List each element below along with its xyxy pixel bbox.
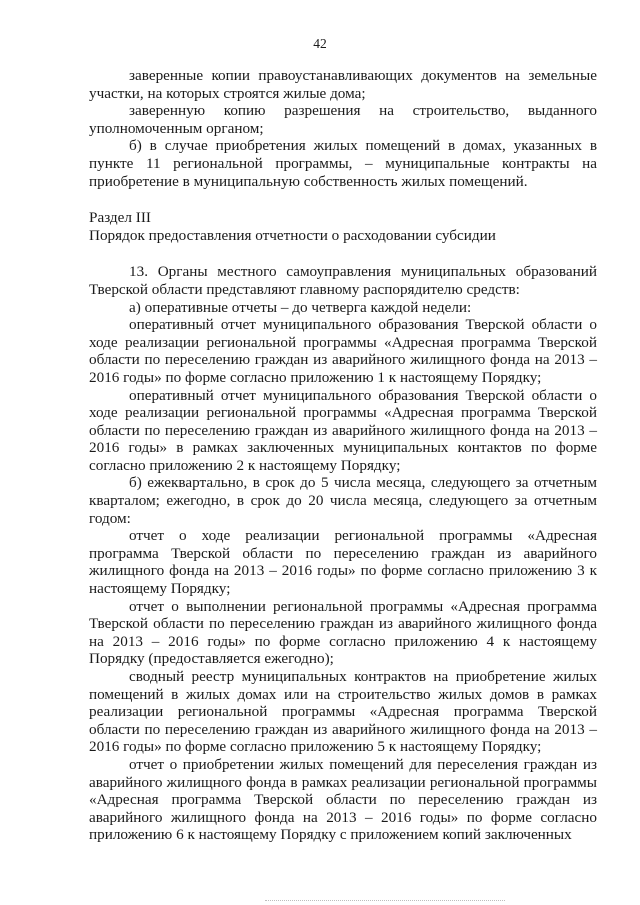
document-body xyxy=(89,67,597,844)
paragraph: оперативный отчет муниципального образования Тверской области о ходе реализации региональной программы «Адресная программа Тверской области по переселению граждан из аварийного жилищного фонда на 2013 –2016 годы» в рамках заключенных муниципальных контактов по форме согласно приложению 2 к настоящему Порядку; xyxy=(89,386,597,474)
section-title: Порядок предоставления отчетности о расходовании субсидии xyxy=(89,226,496,244)
scan-artifact-line xyxy=(265,900,505,903)
paragraph: 13. Органы местного самоуправления муниципальных образований Тверской области представляют главному распорядителю средств: xyxy=(89,263,597,298)
paragraph: отчет о выполнении региональной программы «Адресная программа Тверской области по переселению граждан из аварийного жилищного фонда на 2013 – 2016 годы» по форме согласно приложению 4 к настоящему Порядку (предоставляется ежегодно); xyxy=(89,597,597,668)
paragraph: б) в случае приобретения жилых помещений в домах, указанных в пункте 11 региональной программы, – муниципальные контракты на приобретение в муниципальную собственность жилых помещений. xyxy=(89,137,597,190)
paragraph: заверенные копии правоустанавливающих документов на земельные участки, на которых строятся жилые дома; xyxy=(89,67,597,102)
paragraph: б) ежеквартально, в срок до 5 числа месяца, следующего за отчетным кварталом; ежегодно, в срок до 20 числа месяца, следующего за отчетным годом: xyxy=(89,474,597,527)
paragraph: сводный реестр муниципальных контрактов на приобретение жилых помещений в жилых домах или на строительство жилых домов в рамках реализации региональной программы «Адресная программа Тверской области по переселению граждан из аварийного жилищного фонда на 2013 – 2016 годы» по форме согласно приложению 5 к настоящему Порядку; xyxy=(89,668,597,756)
paragraph: оперативный отчет муниципального образования Тверской области о ходе реализации региональной программы «Адресная программа Тверской области по переселению граждан из аварийного жилищного фонда на 2013 – 2016 годы» по форме согласно приложению 1 к настоящему Порядку; xyxy=(89,316,597,386)
page-number: 42 xyxy=(313,36,327,51)
paragraph: отчет о ходе реализации региональной программы «Адресная программа Тверской области по переселению граждан из аварийного жилищного фонда на 2013 – 2016 годы» по форме согласно приложению 3 к настоящему Порядку; xyxy=(89,527,597,598)
paragraph: отчет о приобретении жилых помещений для переселения граждан из аварийного жилищного фонда в рамках реализации региональной программы «Адресная программа Тверской области по переселению граждан из аварийного жилищного фонда на 2013 – 2016 годы» по форме согласно приложению 6 к настоящему Порядку с приложением копий заключенных xyxy=(89,755,597,844)
paragraph: а) оперативные отчеты – до четверга каждой недели: xyxy=(129,298,472,316)
paragraph: заверенную копию разрешения на строительство, выданного уполномоченным органом; xyxy=(89,102,597,137)
section-number: Раздел III xyxy=(89,209,151,227)
